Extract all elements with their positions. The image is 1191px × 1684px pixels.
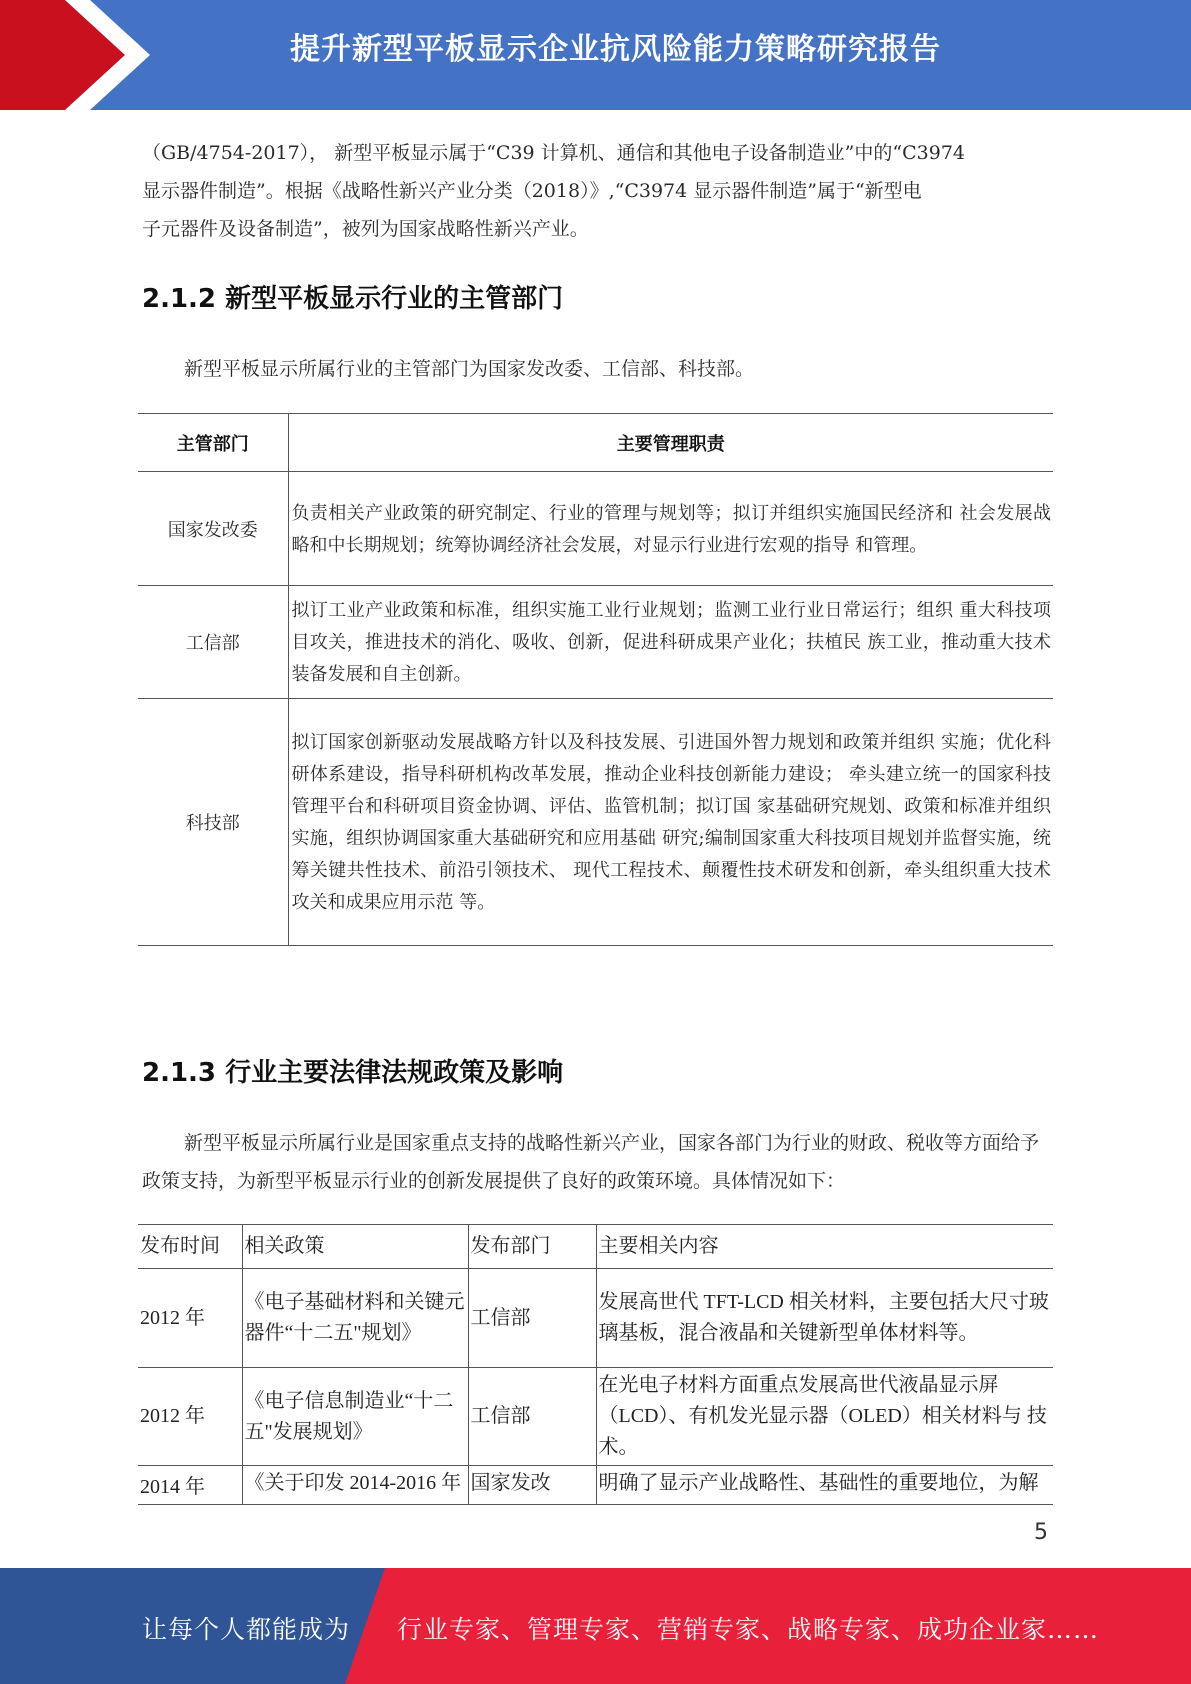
- table-cell-policy: 《关于印发 2014-2016 年: [242, 1466, 468, 1505]
- table-header-cell: 发布时间: [138, 1225, 242, 1269]
- section-2-1-3-paragraph: 新型平板显示所属行业是国家重点支持的战略性新兴产业，国家各部门为行业的财政、税收等方面给予政策支持，为新型平板显示行业的创新发展提供了良好的政策环境。具体情况如下：: [142, 1132, 1040, 1192]
- table-cell-time: 2012 年: [138, 1368, 242, 1466]
- table-cell-duty: 拟订工业产业政策和标准，组织实施工业行业规划；监测工业行业日常运行；组织 重大科技项目攻关，推进技术的消化、吸收、创新，促进科研成果产业化；扶植民 族工业，推动重大技术装备发展和自主创新。: [288, 586, 1053, 699]
- intro-line-2: 显示器件制造”。根据《战略性新兴产业分类（2018）》,“C3974 显示器件制造”属于“新型电: [142, 180, 922, 202]
- policy-table: [138, 1224, 1053, 1504]
- intro-line-3: 子元器件及设备制造”，被列为国家战略性新兴产业。: [142, 218, 589, 240]
- table-cut-line: [138, 1504, 1053, 1505]
- table-cell-content: 在光电子材料方面重点发展高世代液晶显示屏（LCD）、有机发光显示器（OLED）相关材料与 技术。: [596, 1368, 1053, 1466]
- footer-slogan-right: 行业专家、管理专家、营销专家、战略专家、成功企业家……: [397, 1615, 1100, 1644]
- table-cell-content: 发展高世代 TFT-LCD 相关材料，主要包括大尺寸玻璃基板，混合液晶和关键新型单体材料等。: [596, 1269, 1053, 1368]
- table-header-cell: 发布部门: [468, 1225, 596, 1269]
- section-heading-2-1-3: 2.1.3 行业主要法律法规政策及影响: [142, 1058, 564, 1088]
- table-header-cell: 主要管理职责: [288, 414, 1053, 472]
- table-header-cell: 主管部门: [138, 414, 288, 472]
- table-cell-dept: 科技部: [138, 699, 288, 946]
- section-heading-2-1-2: 2.1.2 新型平板显示行业的主管部门: [142, 284, 564, 314]
- intro-line-1: （GB/4754-2017）， 新型平板显示属于“C39 计算机、通信和其他电子设备制造业”中的“C3974: [142, 142, 965, 164]
- table-row: [138, 1269, 1053, 1368]
- table-cell-duty: 拟订国家创新驱动发展战略方针以及科技发展、引进国外智力规划和政策并组织 实施；优化科研体系建设，指导科研机构改革发展，推动企业科技创新能力建设； 牵头建立统一的国家科技管理平台和科研项目资金协调、评估、监管机制；拟订国 家基础研究规划、政策和标准并组织实施，组织协调国家重大基础研究和应用基础 研究;编制国家重大科技项目规划并监督实施，统筹关键共性技术、前沿引领技术、 现代工程技术、颠覆性技术研发和创新，牵头组织重大技术攻关和成果应用示范 等。: [288, 699, 1053, 946]
- table-cell-time: 2012 年: [138, 1269, 242, 1368]
- table-row: [138, 1466, 1053, 1505]
- table-header-row: [138, 1225, 1053, 1269]
- report-title: 提升新型平板显示企业抗风险能力策略研究报告: [290, 32, 941, 67]
- table-cell-dept: 工信部: [138, 586, 288, 699]
- table-cell-dept: 工信部: [468, 1368, 596, 1466]
- footer-slogan-left: 让每个人都能成为: [142, 1615, 351, 1644]
- table-cell-content: 明确了显示产业战略性、基础性的重要地位，为解: [596, 1466, 1053, 1505]
- table-cell-dept: 国家发改委: [138, 472, 288, 586]
- page-footer: [0, 1568, 1191, 1684]
- table-row: [138, 1368, 1053, 1466]
- page-number: 5: [1034, 1520, 1048, 1545]
- table-cell-duty: 负责相关产业政策的研究制定、行业的管理与规划等；拟订并组织实施国民经济和 社会发展战略和中长期规划；统筹协调经济社会发展，对显示行业进行宏观的指导 和管理。: [288, 472, 1053, 586]
- table-cell-policy: 《电子基础材料和关键元器件“十二五"规划》: [242, 1269, 468, 1368]
- table-cell-time: 2014 年: [138, 1466, 242, 1505]
- table-cell-policy: 《电子信息制造业“十二五"发展规划》: [242, 1368, 468, 1466]
- section-2-1-2-paragraph: 新型平板显示所属行业的主管部门为国家发改委、工信部、科技部。: [184, 358, 755, 380]
- table-cell-dept: 工信部: [468, 1269, 596, 1368]
- table-cell-dept: 国家发改: [468, 1466, 596, 1505]
- table-header-cell: 相关政策: [242, 1225, 468, 1269]
- table-header-cell: 主要相关内容: [596, 1225, 1053, 1269]
